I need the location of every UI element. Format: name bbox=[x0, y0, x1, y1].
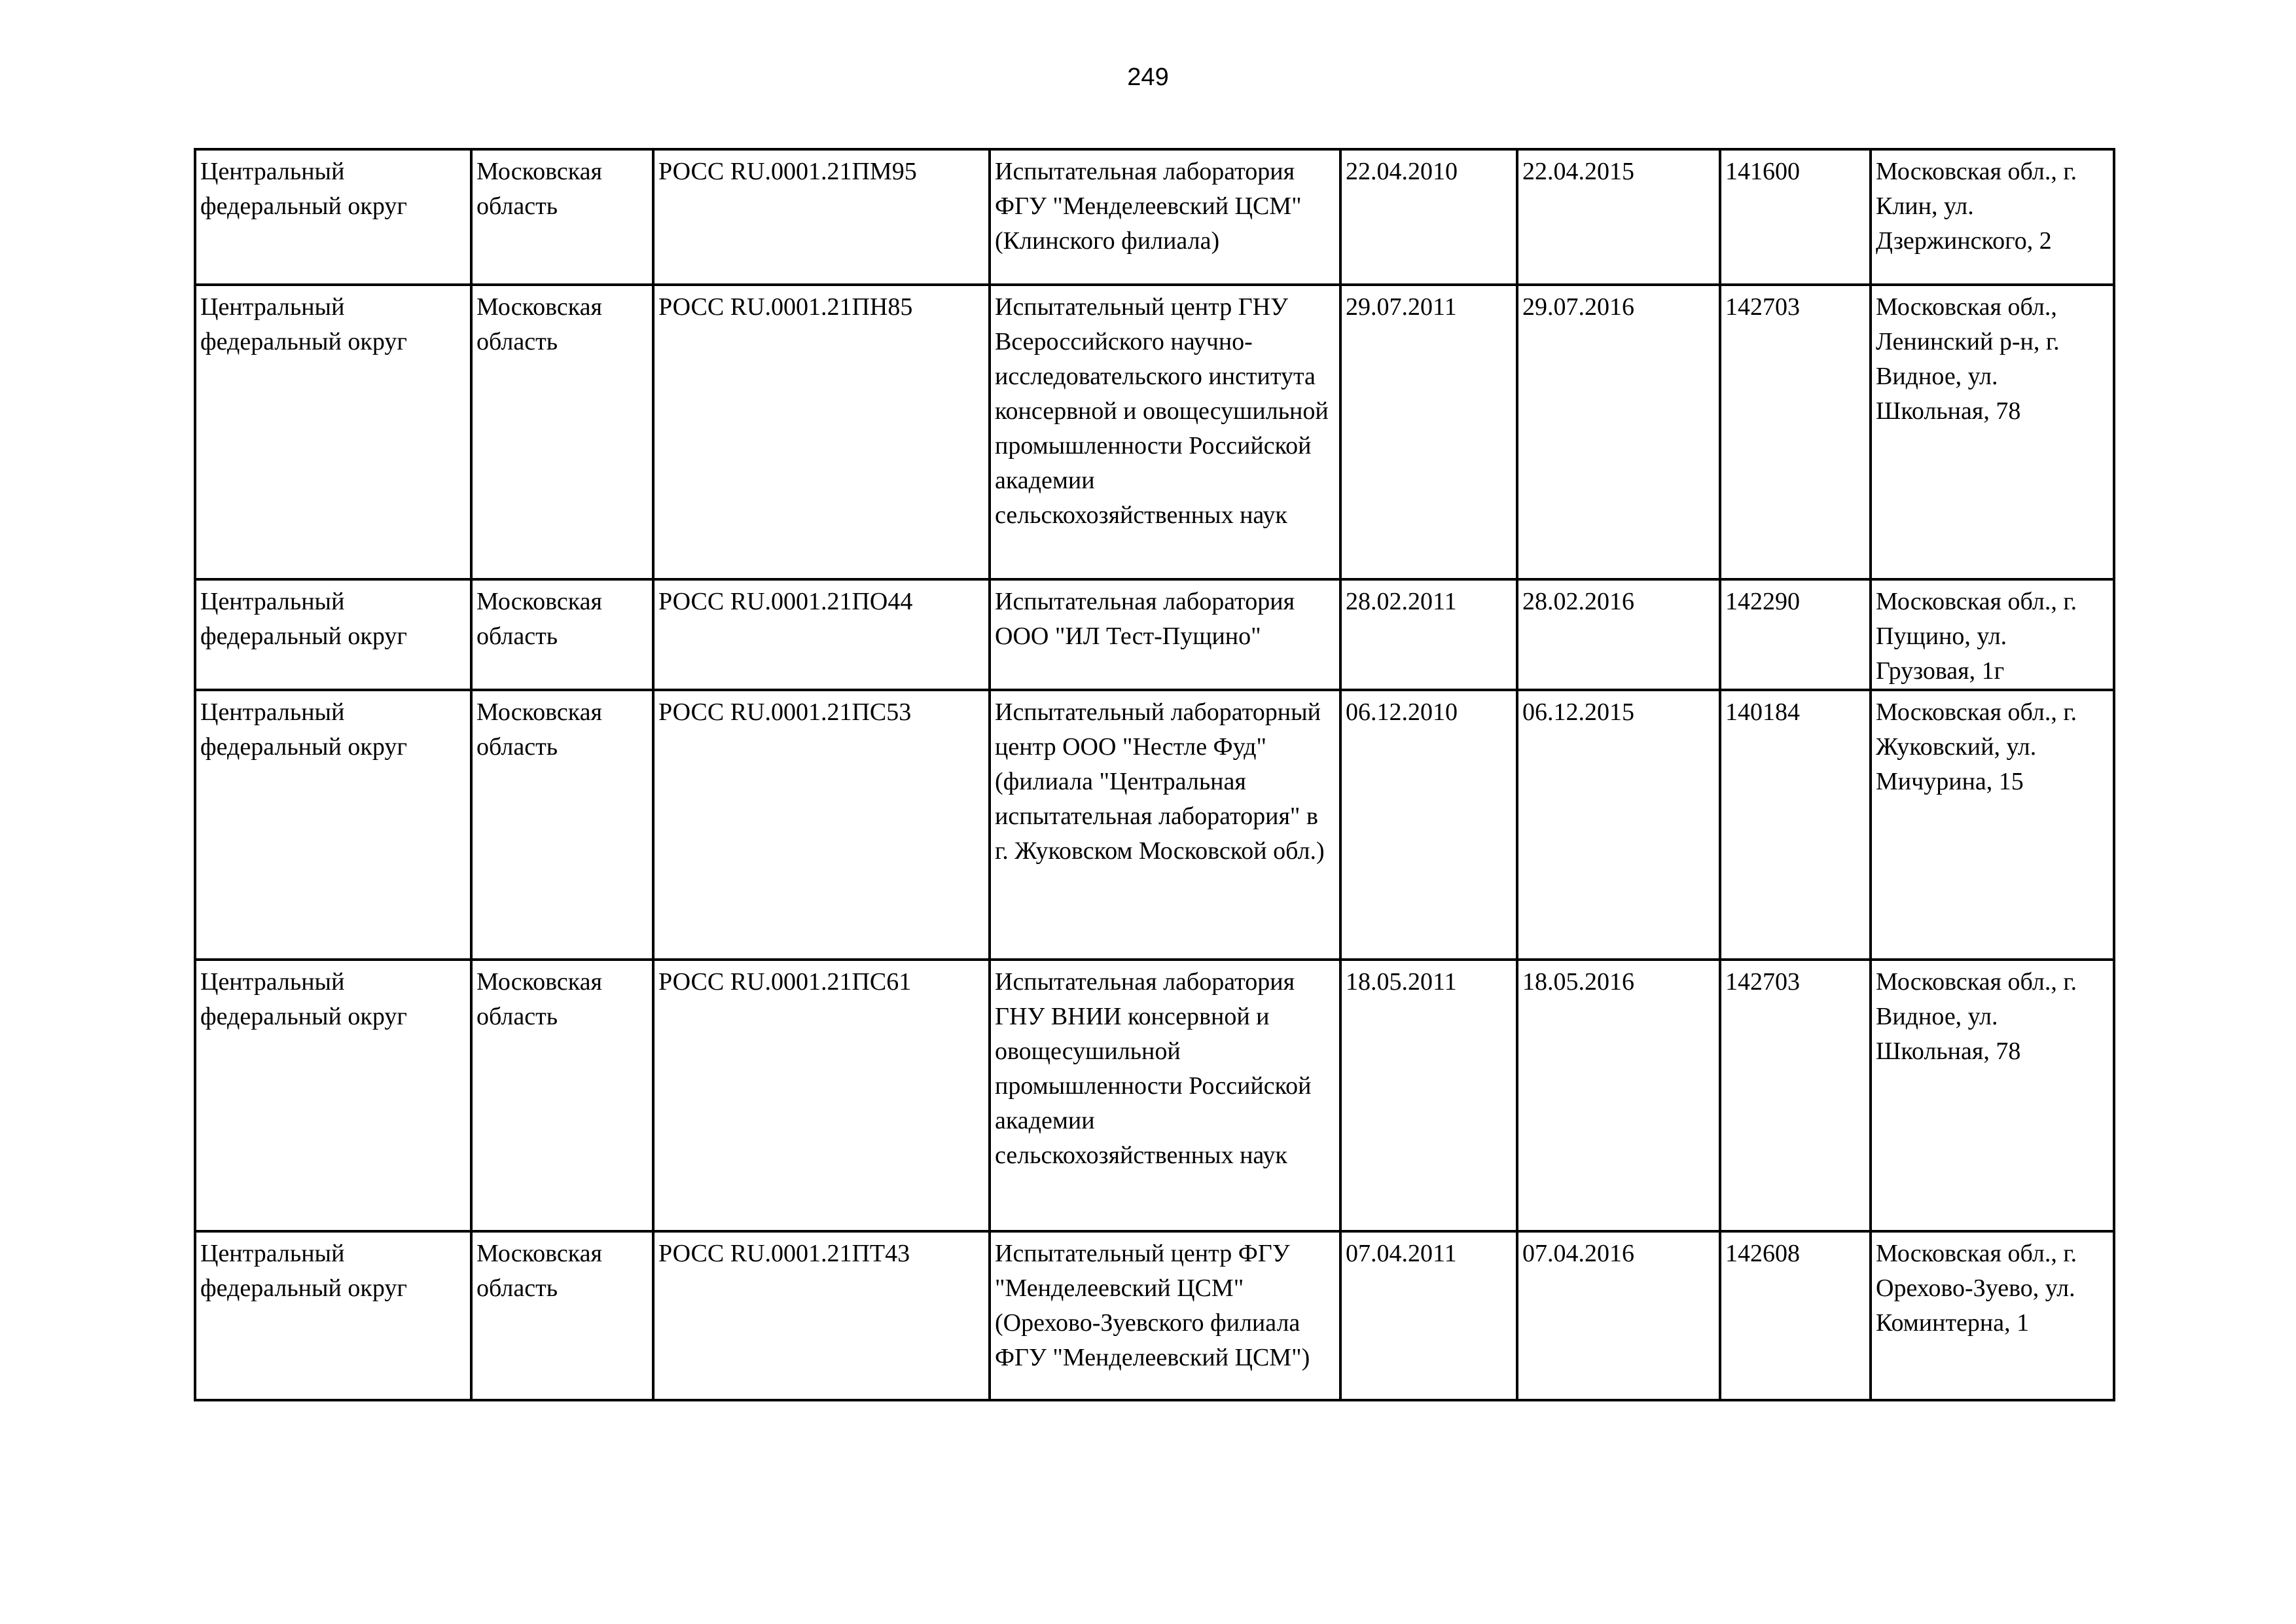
region-cell: Московская область bbox=[471, 579, 653, 690]
certification-registry-table bbox=[194, 148, 2115, 1401]
region-cell: Московская область bbox=[471, 690, 653, 960]
district-cell: Центральный федеральный округ bbox=[195, 149, 471, 285]
region-cell: Московская область bbox=[471, 960, 653, 1231]
date-to-cell: 29.07.2016 bbox=[1517, 285, 1720, 579]
district-cell: Центральный федеральный округ bbox=[195, 690, 471, 960]
postal-index-cell: 142703 bbox=[1720, 285, 1871, 579]
laboratory-cell: Испытательная лаборатория ФГУ "Менделеевский ЦСМ" (Клинского филиала) bbox=[990, 149, 1340, 285]
certificate-cell: РОСС RU.0001.21ПМ95 bbox=[653, 149, 990, 285]
date-from-cell: 29.07.2011 bbox=[1340, 285, 1517, 579]
region-cell: Московская область bbox=[471, 149, 653, 285]
certificate-cell: РОСС RU.0001.21ПО44 bbox=[653, 579, 990, 690]
postal-index-cell: 142608 bbox=[1720, 1231, 1871, 1400]
laboratory-cell: Испытательный лабораторный центр ООО "Нестле Фуд" (филиала "Центральная испытательная лаборатория" в г. Жуковском Московской обл.) bbox=[990, 690, 1340, 960]
address-cell: Московская обл., Ленинский р-н, г. Видное, ул. Школьная, 78 bbox=[1871, 285, 2114, 579]
laboratory-cell: Испытательный центр ФГУ "Менделеевский ЦСМ" (Орехово-Зуевского филиала ФГУ "Менделеевский ЦСМ") bbox=[990, 1231, 1340, 1400]
postal-index-cell: 140184 bbox=[1720, 690, 1871, 960]
table-row bbox=[195, 149, 2114, 285]
certificate-cell: РОСС RU.0001.21ПС61 bbox=[653, 960, 990, 1231]
date-to-cell: 07.04.2016 bbox=[1517, 1231, 1720, 1400]
table-row bbox=[195, 690, 2114, 960]
laboratory-cell: Испытательный центр ГНУ Всероссийского научно-исследовательского института консервной и овощесушильной промышленности Российской академии сельскохозяйственных наук bbox=[990, 285, 1340, 579]
postal-index-cell: 142290 bbox=[1720, 579, 1871, 690]
postal-index-cell: 141600 bbox=[1720, 149, 1871, 285]
address-cell: Московская обл., г. Орехово-Зуево, ул. Коминтерна, 1 bbox=[1871, 1231, 2114, 1400]
date-to-cell: 06.12.2015 bbox=[1517, 690, 1720, 960]
date-to-cell: 22.04.2015 bbox=[1517, 149, 1720, 285]
address-cell: Московская обл., г. Видное, ул. Школьная, 78 bbox=[1871, 960, 2114, 1231]
district-cell: Центральный федеральный округ bbox=[195, 285, 471, 579]
date-from-cell: 06.12.2010 bbox=[1340, 690, 1517, 960]
date-from-cell: 22.04.2010 bbox=[1340, 149, 1517, 285]
date-to-cell: 28.02.2016 bbox=[1517, 579, 1720, 690]
certificate-cell: РОСС RU.0001.21ПН85 bbox=[653, 285, 990, 579]
date-from-cell: 07.04.2011 bbox=[1340, 1231, 1517, 1400]
certificate-cell: РОСС RU.0001.21ПС53 bbox=[653, 690, 990, 960]
laboratory-cell: Испытательная лаборатория ООО "ИЛ Тест-Пущино" bbox=[990, 579, 1340, 690]
page-number: 249 bbox=[1127, 63, 1169, 91]
address-cell: Московская обл., г. Клин, ул. Дзержинского, 2 bbox=[1871, 149, 2114, 285]
table-row bbox=[195, 1231, 2114, 1400]
date-from-cell: 18.05.2011 bbox=[1340, 960, 1517, 1231]
certificate-cell: РОСС RU.0001.21ПТ43 bbox=[653, 1231, 990, 1400]
district-cell: Центральный федеральный округ bbox=[195, 960, 471, 1231]
region-cell: Московская область bbox=[471, 1231, 653, 1400]
district-cell: Центральный федеральный округ bbox=[195, 579, 471, 690]
date-to-cell: 18.05.2016 bbox=[1517, 960, 1720, 1231]
postal-index-cell: 142703 bbox=[1720, 960, 1871, 1231]
table-row bbox=[195, 960, 2114, 1231]
region-cell: Московская область bbox=[471, 285, 653, 579]
table-row bbox=[195, 579, 2114, 690]
address-cell: Московская обл., г. Жуковский, ул. Мичурина, 15 bbox=[1871, 690, 2114, 960]
laboratory-cell: Испытательная лаборатория ГНУ ВНИИ консервной и овощесушильной промышленности Российской академии сельскохозяйственных наук bbox=[990, 960, 1340, 1231]
district-cell: Центральный федеральный округ bbox=[195, 1231, 471, 1400]
address-cell: Московская обл., г. Пущино, ул. Грузовая, 1г bbox=[1871, 579, 2114, 690]
table-row bbox=[195, 285, 2114, 579]
date-from-cell: 28.02.2011 bbox=[1340, 579, 1517, 690]
